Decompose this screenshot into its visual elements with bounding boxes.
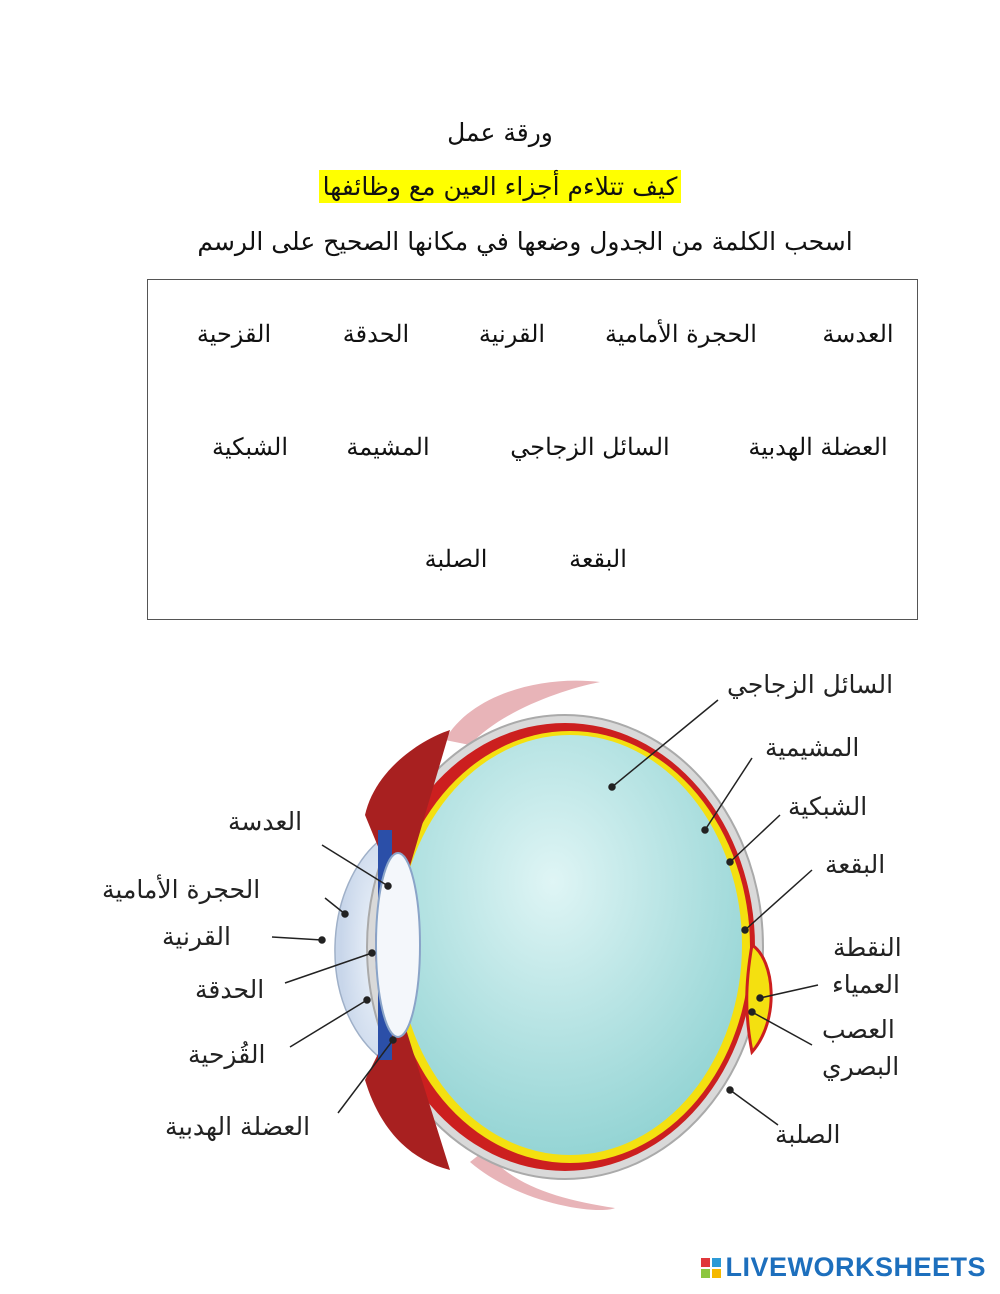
word-pupil[interactable]: الحدقة xyxy=(342,320,410,348)
word-retina[interactable]: الشبكية xyxy=(212,433,288,461)
logo-grid-icon xyxy=(701,1258,721,1278)
word-ciliary-muscle[interactable]: العضلة الهدبية xyxy=(748,433,888,461)
word-macula[interactable]: البقعة xyxy=(569,545,627,573)
label-choroid: المشيمية xyxy=(765,733,860,762)
label-blind-spot-2: العمياء xyxy=(832,970,900,999)
word-cornea[interactable]: القرنية xyxy=(478,320,546,348)
worksheet-instruction: اسحب الكلمة من الجدول وضعها في مكانها الصحيح على الرسم xyxy=(197,227,853,256)
label-macula: البقعة xyxy=(825,850,886,879)
logo-text: LIVEWORKSHEETS xyxy=(725,1252,986,1282)
worksheet-title: ورقة عمل xyxy=(447,118,553,147)
label-ciliary-muscle: العضلة الهدبية xyxy=(165,1112,311,1141)
word-vitreous-humor[interactable]: السائل الزجاجي xyxy=(510,433,670,461)
label-vitreous-humor: السائل الزجاجي xyxy=(727,670,894,699)
lens-shape xyxy=(376,853,420,1037)
label-optic-nerve-1: العصب xyxy=(822,1015,895,1044)
label-cornea: القرنية xyxy=(162,922,231,951)
word-anterior-chamber[interactable]: الحجرة الأمامية xyxy=(605,320,757,348)
liveworksheets-logo[interactable] xyxy=(701,1252,986,1283)
vitreous-shape xyxy=(398,735,742,1155)
label-blind-spot-1: النقطة xyxy=(833,933,902,962)
word-lens[interactable]: العدسة xyxy=(822,320,894,348)
label-sclera: الصلبة xyxy=(775,1120,841,1149)
label-retina: الشبكية xyxy=(788,792,868,821)
worksheet-heading: كيف تتلاءم أجزاء العين مع وظائفها xyxy=(319,170,682,203)
label-anterior-chamber: الحجرة الأمامية xyxy=(102,875,261,904)
word-sclera[interactable]: الصلبة xyxy=(424,545,488,573)
label-lens: العدسة xyxy=(228,807,303,836)
label-optic-nerve-2: البصري xyxy=(822,1052,900,1081)
word-iris[interactable]: القزحية xyxy=(196,320,272,348)
word-choroid[interactable]: المشيمة xyxy=(346,433,430,461)
label-pupil: الحدقة xyxy=(195,975,265,1004)
label-iris: القُزحية xyxy=(188,1040,266,1069)
